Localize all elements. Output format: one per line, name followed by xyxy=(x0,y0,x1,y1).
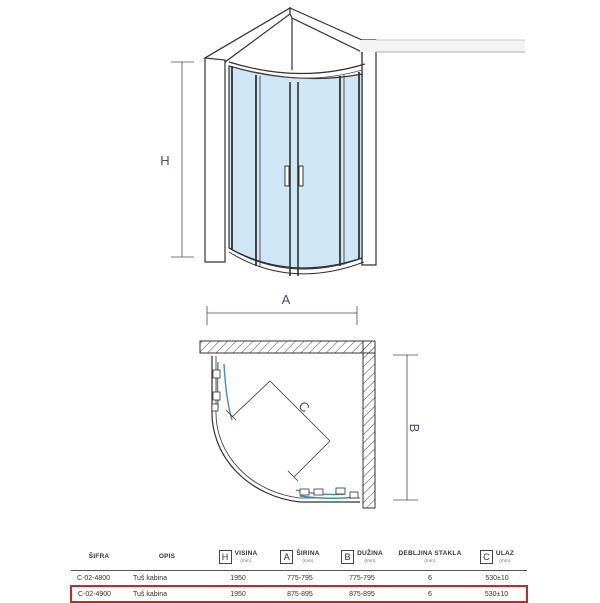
cell-sifra: C-02-4900 xyxy=(71,586,127,602)
cell-ulaz: 530±10 xyxy=(467,586,527,602)
width-icon: A xyxy=(280,550,293,564)
top-view xyxy=(200,292,422,508)
top-view-walls xyxy=(200,341,375,508)
col-header-debljina: DEBLJINA STAKLA (mm) xyxy=(393,543,467,571)
cell-sirina: 775-795 xyxy=(269,571,331,587)
glass-doors xyxy=(229,62,365,276)
depth-label: B xyxy=(407,423,422,433)
col-header-visina: H VISINA (mm) xyxy=(207,543,269,571)
sliding-doors xyxy=(218,362,357,498)
spec-table xyxy=(70,543,528,603)
entry-label: C xyxy=(295,398,313,416)
col-header-opis: OPIS xyxy=(127,543,207,571)
cell-sirina: 875-895 xyxy=(269,586,331,602)
entry-dimension xyxy=(226,381,330,481)
cell-debljina: 6 xyxy=(393,586,467,602)
height-label: H xyxy=(160,153,170,168)
height-dimension xyxy=(171,62,194,257)
col-header-ulaz: C ULAZ (mm) xyxy=(467,543,527,571)
height-icon: H xyxy=(219,550,232,564)
cell-visina: 1950 xyxy=(207,571,269,587)
depth-icon: B xyxy=(341,550,354,564)
col-header-sirina: A ŠIRINA (mm) xyxy=(269,543,331,571)
width-label: A xyxy=(281,292,291,307)
col-header-duzina: B DUŽINA (mm) xyxy=(331,543,393,571)
door-handle-left xyxy=(285,166,289,186)
front-view xyxy=(160,8,525,276)
width-dimension xyxy=(207,306,357,325)
cell-debljina: 6 xyxy=(393,571,467,587)
curved-enclosure xyxy=(212,356,360,502)
cell-duzina: 775-795 xyxy=(331,571,393,587)
cell-ulaz: 530±10 xyxy=(467,571,527,587)
entry-icon: C xyxy=(480,550,493,564)
door-fittings xyxy=(212,370,358,498)
cell-visina: 1950 xyxy=(207,586,269,602)
cell-opis: Tuš kabina xyxy=(127,586,207,602)
cell-sifra: C-02-4800 xyxy=(71,571,127,587)
table-row xyxy=(71,571,527,587)
cell-opis: Tuš kabina xyxy=(127,571,207,587)
door-handle-right xyxy=(299,166,303,186)
col-header-sifra: ŠIFRA xyxy=(71,543,127,571)
table-header-row xyxy=(71,543,527,571)
cell-duzina: 875-895 xyxy=(331,586,393,602)
glass-panel xyxy=(229,66,362,268)
